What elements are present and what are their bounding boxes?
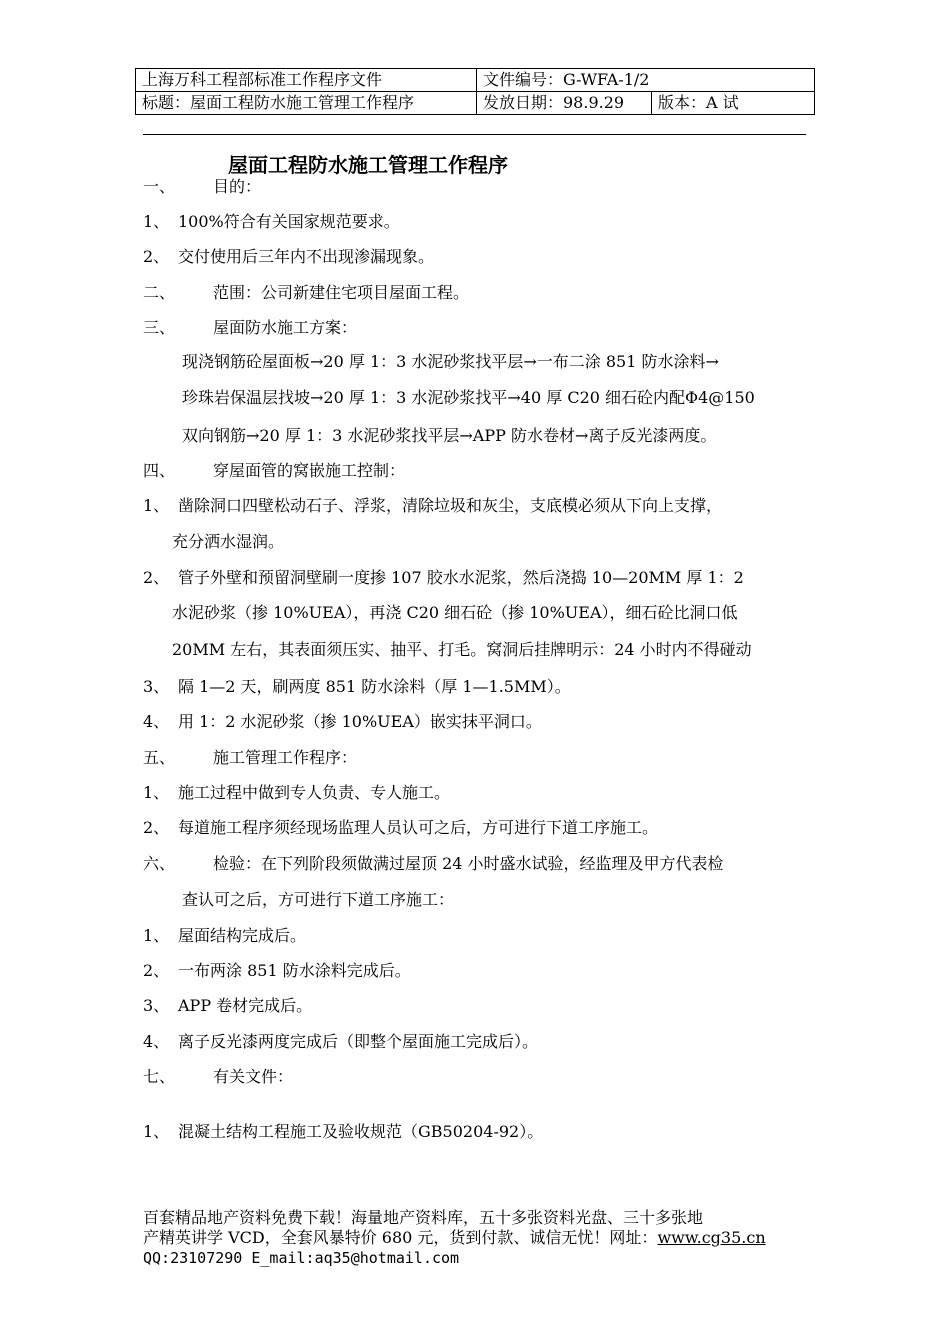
section-3-line-3: 双向钢筋→20 厚 1：3 水泥砂浆找平层→APP 防水卷材→离子反光漆两度。 [182,426,717,445]
section-4: 四、 穿屋面管的窝嵌施工控制： [143,461,406,480]
section-5-item-1: 1、 施工过程中做到专人负责、专人施工。 [143,783,451,802]
section-5: 五、 施工管理工作程序： [143,748,358,767]
section-3: 三、 屋面防水施工方案： [143,318,358,337]
section-6-item-1: 1、 屋面结构完成后。 [143,926,307,945]
section-4-item-1: 1、 凿除洞口四壁松动石子、浮浆，清除垃圾和灰尘，支底模必须从下向上支撑， [143,496,723,515]
section-6-cont: 查认可之后，方可进行下道工序施工： [182,890,455,909]
section-4-item-4: 4、 用 1：2 水泥砂浆（掺 10%UEA）嵌实抹平洞口。 [143,712,542,731]
footer-ad [143,1208,813,1268]
section-6: 六、 检验：在下列阶段须做满过屋顶 24 小时盛水试验，经监理及甲方代表检 [143,854,724,873]
section-5-item-2: 2、 每道施工程序须经现场监理人员认可之后，方可进行下道工序施工。 [143,818,659,837]
section-4-item-2-cont-1: 水泥砂浆（掺 10%UEA），再浇 C20 细石砼（掺 10%UEA），细石砼比洞口低 [172,603,738,622]
section-4-item-2-cont-2: 20MM 左右，其表面须压实、抽平、打毛。窝洞后挂牌明示：24 小时内不得碰动 [172,640,752,659]
section-2: 二、 范围：公司新建住宅项目屋面工程。 [143,283,470,302]
section-6-item-2: 2、 一布两涂 851 防水涂料完成后。 [143,961,411,980]
section-4-item-1-cont: 充分洒水湿润。 [172,532,285,551]
section-4-item-3: 3、 隔 1—2 天，刷两度 851 防水涂料（厚 1—1.5MM）。 [143,677,571,696]
section-6-item-4: 4、 离子反光漆两度完成后（即整个屋面施工完成后）。 [143,1032,539,1051]
header-version: 版本：A 试 [652,92,815,115]
header-date: 发放日期：98.9.29 [477,92,652,115]
section-1-item-1: 1、 100%符合有关国家规范要求。 [143,212,400,231]
header-company: 上海万科工程部标准工作程序文件 [136,69,477,92]
header-table [135,68,815,115]
section-3-line-1: 现浇钢筋砼屋面板→20 厚 1：3 水泥砂浆找平层→一布二涂 851 防水涂料→ [182,352,719,371]
section-6-item-3: 3、 APP 卷材完成后。 [143,996,313,1015]
section-7-item-1: 1、 混凝土结构工程施工及验收规范（GB50204-92）。 [143,1122,544,1141]
footer-line-1: 百套精品地产资料免费下载！海量地产资料库，五十多张资料光盘、三十多张地 [143,1208,704,1227]
header-title: 标题：屋面工程防水施工管理工作程序 [136,92,477,115]
divider-line [143,134,806,135]
section-1-item-2: 2、 交付使用后三年内不出现渗漏现象。 [143,247,435,266]
section-3-line-2: 珍珠岩保温层找坡→20 厚 1：3 水泥砂浆找平→40 厚 C20 细石砼内配Φ4@150 [182,388,755,407]
page-title: 屋面工程防水施工管理工作程序 [228,153,508,177]
header-doc-no: 文件编号：G-WFA-1/2 [477,69,815,92]
footer-line-2: 产精英讲学 VCD，全套风暴特价 680 元，货到付款、诚信无忧！网址：www.cg35.cn [143,1228,766,1247]
footer-line-3: QQ:23107290 E_mail:aq35@hotmail.com [143,1249,460,1267]
footer-website-link[interactable]: www.cg35.cn [657,1228,766,1247]
section-7: 七、 有关文件： [143,1067,294,1086]
section-1: 一、 目的： [143,177,262,196]
section-4-item-2: 2、 管子外壁和预留洞壁刷一度掺 107 胶水水泥浆，然后浇捣 10—20MM 厚 1：2 [143,568,744,587]
